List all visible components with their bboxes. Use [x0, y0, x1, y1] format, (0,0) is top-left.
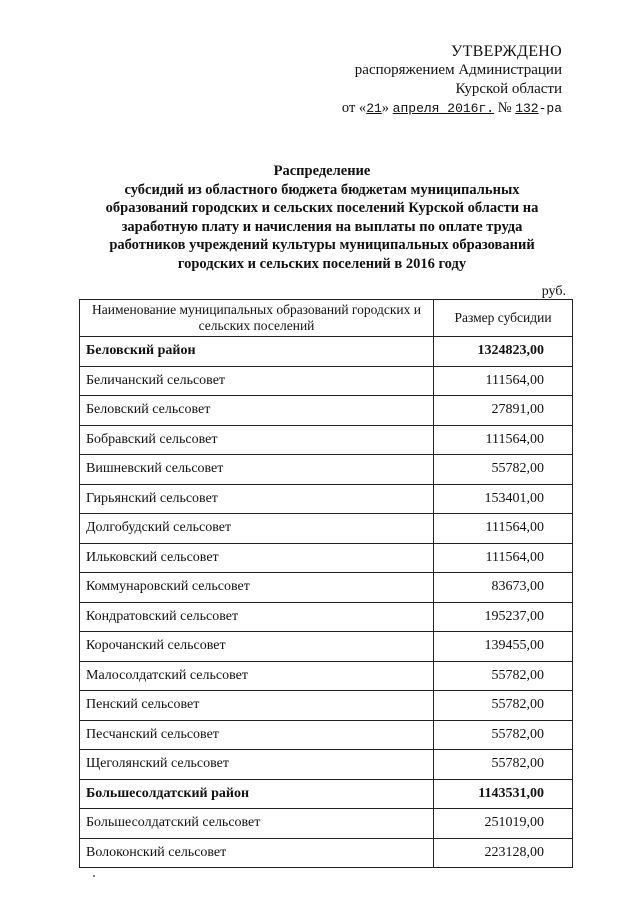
- table-row: [80, 661, 573, 691]
- title-line-1: Распределение: [273, 163, 371, 179]
- approval-stamp: [300, 42, 562, 118]
- table-row: [80, 838, 573, 868]
- row-amount: 1324823,00: [434, 337, 573, 367]
- row-name: Щеголянский сельсовет: [80, 750, 434, 780]
- approval-issuer: распоряжением Администрации: [354, 62, 562, 78]
- row-name: Беличанский сельсовет: [80, 366, 434, 396]
- table-row: [80, 632, 573, 662]
- order-number: 132: [515, 101, 539, 116]
- row-amount: 153401,00: [434, 484, 573, 514]
- approval-heading: УТВЕРЖДЕНО: [450, 43, 562, 60]
- table-header-row: [80, 300, 573, 337]
- row-name: Ильковский сельсовет: [80, 543, 434, 573]
- table-row: [80, 602, 573, 632]
- table-row: [80, 691, 573, 721]
- table-row: [80, 455, 573, 485]
- title-line-3: образований городских и сельских поселений Курской области на: [105, 200, 539, 216]
- approval-date-number: [300, 99, 562, 118]
- row-amount: 111564,00: [434, 366, 573, 396]
- row-name: Коммунаровский сельсовет: [80, 573, 434, 603]
- table-row-district: [80, 779, 573, 809]
- row-amount: 55782,00: [434, 455, 573, 485]
- title-line-4: заработную плату и начисления на выплаты по оплате труда: [121, 218, 523, 235]
- row-name: Корочанский сельсовет: [80, 632, 434, 662]
- row-amount: 111564,00: [434, 425, 573, 455]
- date-day: 21: [366, 101, 382, 116]
- row-amount: 83673,00: [434, 573, 573, 603]
- table-row: [80, 750, 573, 780]
- table-row: [80, 425, 573, 455]
- title-line-5: работников учреждений культуры муниципальных образований: [109, 237, 535, 253]
- table-row: [80, 396, 573, 426]
- row-amount: 27891,00: [434, 396, 573, 426]
- row-name: Беловский район: [80, 337, 434, 367]
- row-name: Волоконский сельсовет: [80, 838, 434, 868]
- subsidy-table: [79, 299, 573, 868]
- row-name: Кондратовский сельсовет: [80, 602, 434, 632]
- title-line-6: городских и сельских поселений в 2016 году: [177, 255, 467, 272]
- date-prefix: от «: [341, 100, 367, 116]
- column-header-name: Наименование муниципальных образований городских и сельских поселений: [80, 300, 434, 337]
- table-row: [80, 573, 573, 603]
- row-amount: 195237,00: [434, 602, 573, 632]
- scan-speck: [93, 875, 95, 877]
- row-amount: 55782,00: [434, 691, 573, 721]
- row-name: Малосолдатский сельсовет: [80, 661, 434, 691]
- date-close-quote: »: [381, 100, 390, 116]
- row-name: Большесолдатский сельсовет: [80, 809, 434, 839]
- table-row: [80, 720, 573, 750]
- date-month-year: апреля 2016г.: [392, 101, 495, 116]
- order-suffix: -ра: [538, 101, 562, 116]
- table-row: [80, 809, 573, 839]
- row-amount: 55782,00: [434, 661, 573, 691]
- row-amount: 111564,00: [434, 514, 573, 544]
- table-row: [80, 514, 573, 544]
- currency-unit: руб.: [541, 284, 566, 299]
- table-row: [80, 366, 573, 396]
- table-row: [80, 484, 573, 514]
- document-title: [82, 162, 562, 273]
- row-amount: 139455,00: [434, 632, 573, 662]
- row-name: Песчанский сельсовет: [80, 720, 434, 750]
- row-name: Гирьянский сельсовет: [80, 484, 434, 514]
- column-header-amount: Размер субсидии: [434, 300, 573, 337]
- row-name: Беловский сельсовет: [80, 396, 434, 426]
- row-name: Бобравский сельсовет: [80, 425, 434, 455]
- row-name: Вишневский сельсовет: [80, 455, 434, 485]
- row-name: Пенский сельсовет: [80, 691, 434, 721]
- row-name: Долгобудский сельсовет: [80, 514, 434, 544]
- approval-region: Курской области: [455, 81, 562, 97]
- table-row: [80, 543, 573, 573]
- row-amount: 55782,00: [434, 750, 573, 780]
- row-amount: 223128,00: [434, 838, 573, 868]
- row-amount: 1143531,00: [434, 779, 573, 809]
- row-amount: 55782,00: [434, 720, 573, 750]
- title-line-2: субсидий из областного бюджета бюджетам муниципальных: [124, 181, 520, 198]
- row-amount: 251019,00: [434, 809, 573, 839]
- number-label: №: [497, 100, 512, 116]
- row-amount: 111564,00: [434, 543, 573, 573]
- table-row-district: [80, 337, 573, 367]
- row-name: Большесолдатский район: [80, 779, 434, 809]
